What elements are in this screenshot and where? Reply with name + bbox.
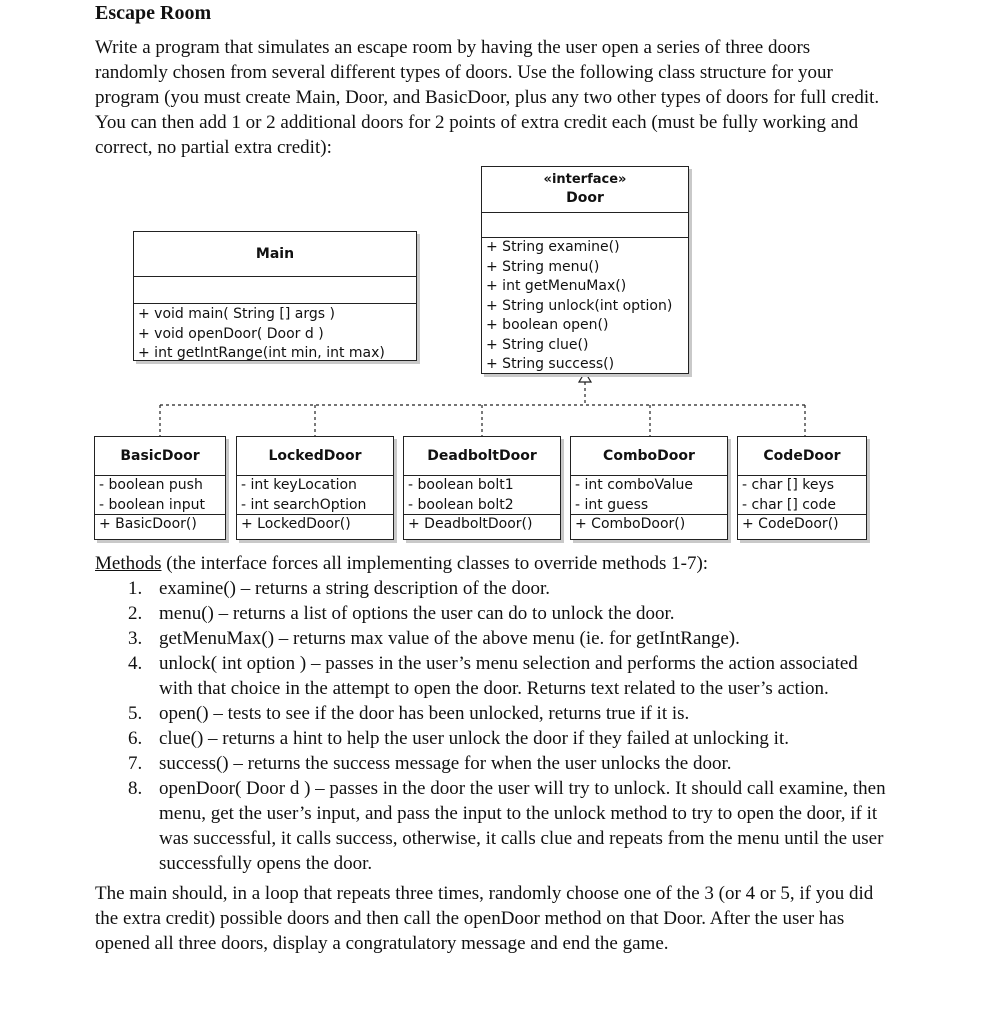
list-number: 2. bbox=[128, 603, 143, 624]
list-text: menu() – returns a list of options the user can do to unlock the door. bbox=[159, 603, 675, 624]
list-text: getMenuMax() – returns max value of the above menu (ie. for getIntRange). bbox=[159, 628, 740, 649]
list-item bbox=[95, 776, 895, 876]
list-item bbox=[95, 576, 895, 601]
method-line: + LockedDoor() bbox=[241, 516, 351, 532]
methods-heading-underlined: Methods bbox=[95, 553, 162, 574]
methods-heading bbox=[95, 551, 895, 576]
method-line: + String menu() bbox=[486, 258, 600, 275]
field-line: - boolean bolt1 bbox=[408, 477, 514, 493]
list-number: 1. bbox=[128, 578, 143, 599]
field-line: - int keyLocation bbox=[241, 477, 357, 493]
field-line: - boolean input bbox=[99, 496, 205, 513]
closing-paragraph: The main should, in a loop that repeats three times, randomly choose one of the 3 (or 4 or 5, if you did the extra credit) possible doors and then call the openDoor method on that Door. After the user has opened all three doors, display a congratulatory message and end the game. bbox=[95, 883, 874, 954]
field-line: - boolean bolt2 bbox=[408, 496, 514, 513]
list-number: 7. bbox=[128, 753, 143, 774]
list-text: open() – tests to see if the door has been unlocked, returns true if it is. bbox=[159, 703, 690, 724]
list-item bbox=[95, 651, 895, 701]
list-number: 3. bbox=[128, 628, 143, 649]
class-name: ComboDoor bbox=[603, 448, 695, 464]
list-text: unlock( int option ) – passes in the user’s menu selection and performs the action associated with that choice in the attempt to open the door. Returns text related to the user’s action. bbox=[159, 653, 858, 699]
class-name: CodeDoor bbox=[763, 448, 841, 464]
list-item bbox=[95, 701, 895, 726]
methods-heading-rest: (the interface forces all implementing classes to override methods 1-7): bbox=[161, 553, 709, 574]
class-name: Door bbox=[566, 190, 604, 206]
list-item bbox=[95, 601, 895, 626]
field-line: - boolean push bbox=[99, 477, 203, 493]
field-line: - char [] keys bbox=[742, 477, 835, 493]
method-line: + BasicDoor() bbox=[99, 516, 197, 532]
method-line: + String unlock(int option) bbox=[486, 297, 673, 314]
class-name: Main bbox=[255, 246, 295, 262]
method-line: + String clue() bbox=[486, 336, 589, 353]
list-item bbox=[95, 626, 895, 651]
uml-class-codedoor bbox=[737, 436, 867, 540]
uml-class-lockeddoor bbox=[236, 436, 394, 540]
uml-interface-door bbox=[481, 166, 689, 374]
methods-section bbox=[95, 551, 895, 956]
method-line: + DeadboltDoor() bbox=[408, 516, 533, 532]
method-line: + String success() bbox=[486, 356, 615, 372]
list-text: clue() – returns a hint to help the user unlock the door if they failed at unlocking it. bbox=[159, 728, 789, 749]
class-name: DeadboltDoor bbox=[427, 448, 537, 464]
field-line: - int comboValue bbox=[575, 477, 694, 493]
list-number: 6. bbox=[128, 728, 143, 749]
method-line: + ComboDoor() bbox=[575, 516, 686, 532]
method-line: + void openDoor( Door d ) bbox=[138, 325, 324, 342]
method-line: + CodeDoor() bbox=[742, 516, 839, 532]
list-text: examine() – returns a string description of the door. bbox=[159, 578, 550, 599]
uml-class-combodoor bbox=[570, 436, 728, 540]
list-item bbox=[95, 726, 895, 751]
page-title: Escape Room bbox=[95, 2, 212, 24]
list-number: 5. bbox=[128, 703, 143, 724]
class-name: LockedDoor bbox=[268, 448, 362, 464]
list-text: openDoor( Door d ) – passes in the door the user will try to unlock. It should call examine, then menu, get the user’s input, and pass the input to the unlock method to try to open the door, if it was successful, it calls success, otherwise, it calls clue and repeats from the menu until the user successfully opens the door. bbox=[159, 778, 886, 874]
methods-list bbox=[95, 576, 895, 876]
list-number: 8. bbox=[128, 778, 143, 799]
class-name: BasicDoor bbox=[120, 448, 200, 464]
intro-paragraph: Write a program that simulates an escape room by having the user open a series of three doors randomly chosen from several different types of doors. Use the following class structure for your program (you must create Main, Door, and BasicDoor, plus any two other types of doors for full credit. You can then add 1 or 2 additional doors for 2 points of extra credit each (must be fully working and correct, no partial extra credit): bbox=[95, 37, 880, 158]
method-line: + void main( String [] args ) bbox=[138, 306, 335, 322]
method-line: + int getMenuMax() bbox=[486, 278, 627, 294]
list-number: 4. bbox=[128, 653, 143, 674]
uml-class-deadboltdoor bbox=[403, 436, 561, 540]
interface-stereotype: «interface» bbox=[543, 172, 627, 187]
list-item bbox=[95, 751, 895, 776]
list-text: success() – returns the success message for when the user unlocks the door. bbox=[159, 753, 732, 774]
field-line: - int searchOption bbox=[241, 496, 367, 513]
uml-class-basicdoor bbox=[94, 436, 226, 540]
field-line: - char [] code bbox=[742, 496, 836, 513]
uml-class-main bbox=[133, 231, 417, 361]
method-line: + String examine() bbox=[486, 239, 620, 255]
method-line: + int getIntRange(int min, int max) bbox=[138, 345, 385, 361]
method-line: + boolean open() bbox=[486, 317, 609, 333]
field-line: - int guess bbox=[575, 496, 649, 513]
